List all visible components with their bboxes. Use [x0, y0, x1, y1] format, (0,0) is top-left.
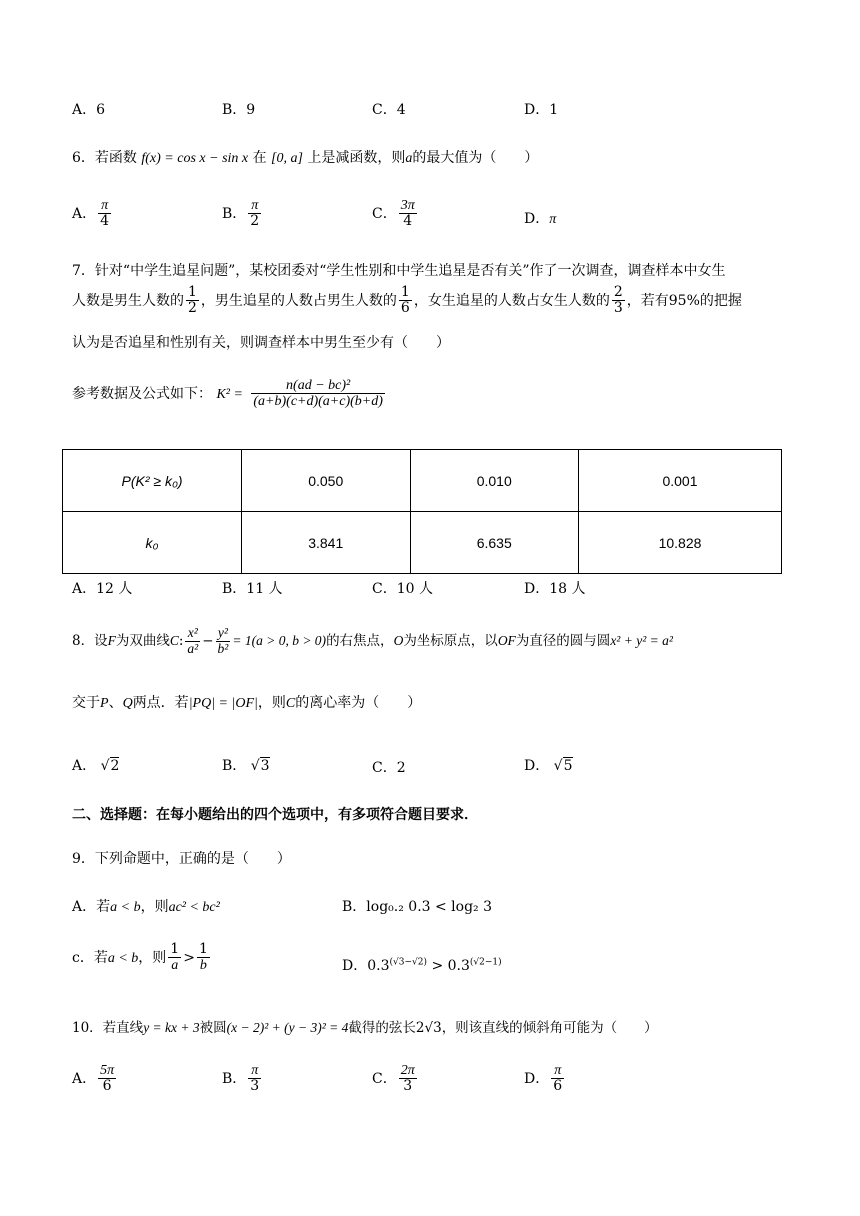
q6-stem: 6．若函数 f(x) = cos x − sin x 在 [0, a] 上是减函数，则a的最大值为（ ）	[72, 150, 539, 166]
table-row	[63, 450, 782, 512]
q8-line2: 交于P、Q两点．若|PQ| = |OF|，则C的离心率为（ ）	[72, 695, 422, 711]
q7-line3: 认为是否追星和性别有关，则调查样本中男生至少有（ ）	[72, 335, 450, 351]
table-row-head: P(K² ≥ k₀)	[63, 450, 242, 512]
q8-option-a: A． √2	[72, 758, 120, 774]
q5-option-a: A．6	[72, 102, 106, 118]
q10-option-b: B． $\frac{\pi}{3}$	[222, 1063, 260, 1095]
q6-option-c: C． $\frac{3\pi}{4}$	[372, 198, 415, 230]
q7-option-b: B．11 人	[222, 581, 283, 597]
q7-line1: 7．针对“中学生追星问题”，某校团委对“学生性别和中学生追星是否有关”作了一次调查，调查样本中女生	[72, 263, 726, 279]
q6-option-b: B． $\frac{\pi}{2}$	[222, 198, 260, 230]
q8-option-d: D． √5	[524, 758, 573, 774]
q8-option-b: B． √3	[222, 758, 270, 774]
q8-option-c: C．2	[372, 760, 406, 776]
formula-numerator: n(ad − bc)²	[251, 378, 385, 394]
q5-option-b: B．9	[222, 102, 256, 118]
table-cell: 0.010	[410, 450, 579, 512]
q9-option-a: A．若a < b，则ac² < bc²	[72, 899, 220, 915]
q8-line1: 8．设F为双曲线C: $\frac{\text{x²}}{\text{a²}}$ − $\frac{\text{y²}}{\text{b²}}$ = 1(a > 0, b > 0)的右焦点，O为坐标原点，以OF为直径的圆与圆x² + y² = a²	[72, 625, 673, 656]
q7-formula: 参考数据及公式如下： K² = $\frac{\text{n(ad − bc)²}}{(a+b)(c+d)(a+c)(b+d)}$	[72, 378, 383, 410]
q9-stem: 9．下列命题中，正确的是（ ）	[72, 851, 291, 867]
q9-option-d: D．$0.3^{(√3-√2)} > 0.3^{(√2-1)}$	[342, 957, 502, 974]
q5-option-c: C．4	[372, 102, 406, 118]
q6-function: f(x) = cos x − sin x	[141, 151, 249, 166]
formula-denominator: (a+b)(c+d)(a+c)(b+d)	[253, 394, 383, 410]
q10-option-c: C． $\frac{2\pi}{3}$	[372, 1063, 415, 1095]
q9-option-b: B．log₀.₂ 0.3 < log₂ 3	[342, 899, 493, 915]
q6-option-a: A． $\frac{\pi}{4}$	[72, 198, 110, 230]
q7-option-a: A．12 人	[72, 581, 133, 597]
table-row	[63, 512, 782, 574]
q10-option-d: D． $\frac{\pi}{6}$	[524, 1063, 563, 1095]
q7-option-d: D．18 人	[524, 581, 586, 597]
table-cell: 0.001	[579, 450, 782, 512]
q9-option-c: c．若a < b，则 $\frac{1}{a}$ > $\frac{1}{b}$	[72, 941, 208, 974]
q5-option-d: D．1	[524, 102, 559, 118]
q10-option-a: A． $\frac{5\pi}{6}$	[72, 1063, 115, 1095]
q6-option-d: D．π	[524, 211, 557, 227]
table-cell: 0.050	[242, 450, 411, 512]
table-row-head: k₀	[63, 512, 242, 574]
q7-line2: 人数是男生人数的 $\frac{1}{2}$ ，男生追星的人数占男生人数的 $\frac{1}{6}$ ，女生追星的人数占女生人数的 $\frac{2}{3}$ ，若有95%的把握	[72, 284, 742, 317]
table-cell: 6.635	[410, 512, 579, 574]
section-heading: 二、选择题：在每小题给出的四个选项中，有多项符合题目要求．	[72, 807, 478, 823]
table-cell: 10.828	[579, 512, 782, 574]
q7-option-c: C．10 人	[372, 581, 433, 597]
q10-stem: 10．若直线y = kx + 3被圆(x − 2)² + (y − 3)² = 4截得的弦长2√3，则该直线的倾斜角可能为（ ）	[72, 1020, 658, 1036]
critical-value-table	[62, 449, 782, 574]
q6-interval: [0, a]	[271, 151, 303, 166]
table-cell: 3.841	[242, 512, 411, 574]
